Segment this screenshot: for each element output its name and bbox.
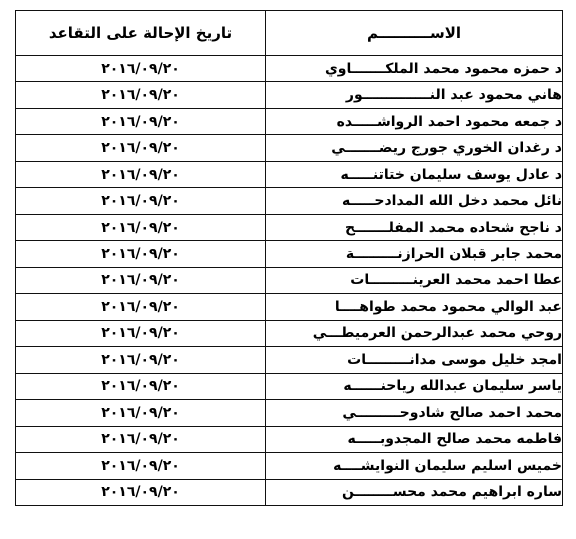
retirement-date: ٢٠١٦/٠٩/٢٠	[16, 108, 266, 134]
table-row	[16, 267, 563, 293]
retirement-table	[15, 10, 563, 506]
table-row	[16, 188, 563, 214]
table-row	[16, 320, 563, 346]
table-row	[16, 373, 563, 399]
table-row	[16, 294, 563, 320]
retirement-list-sheet	[15, 10, 562, 506]
retirement-date: ٢٠١٦/٠٩/٢٠	[16, 479, 266, 506]
employee-name: د رغدان الخوري جورج ريضـــــــي	[266, 135, 563, 161]
employee-name: د جمعه محمود احمد الرواشـــــده	[266, 108, 563, 134]
name-column-header: الاســــــــــم	[266, 11, 563, 56]
table-row	[16, 82, 563, 108]
employee-name: د ناجح شحاده محمد المفلـــــــح	[266, 214, 563, 240]
retirement-date: ٢٠١٦/٠٩/٢٠	[16, 426, 266, 452]
table-row	[16, 347, 563, 373]
table-row	[16, 56, 563, 82]
table-row	[16, 161, 563, 187]
retirement-date: ٢٠١٦/٠٩/٢٠	[16, 453, 266, 479]
retirement-date: ٢٠١٦/٠٩/٢٠	[16, 135, 266, 161]
retirement-date: ٢٠١٦/٠٩/٢٠	[16, 214, 266, 240]
table-row	[16, 214, 563, 240]
table-row	[16, 135, 563, 161]
employee-name: هاني محمود عبد النــــــــــــــور	[266, 82, 563, 108]
employee-name: فاطمه محمد صالح المجدوبـــــه	[266, 426, 563, 452]
table-row	[16, 400, 563, 426]
retirement-date: ٢٠١٦/٠٩/٢٠	[16, 56, 266, 82]
retirement-date: ٢٠١٦/٠٩/٢٠	[16, 400, 266, 426]
table-row	[16, 108, 563, 134]
employee-name: نائل محمد دخل الله المدادحـــــه	[266, 188, 563, 214]
employee-name: امجد خليل موسى مدانـــــــــات	[266, 347, 563, 373]
retirement-date: ٢٠١٦/٠٩/٢٠	[16, 82, 266, 108]
employee-name: محمد احمد صالح شادوحـــــــــي	[266, 400, 563, 426]
employee-name: خميس اسليم سليمان النوايشــــه	[266, 453, 563, 479]
employee-name: روحي محمد عبدالرحمن العرميطـــي	[266, 320, 563, 346]
retirement-date: ٢٠١٦/٠٩/٢٠	[16, 267, 266, 293]
employee-name: عبد الوالي محمود محمد طواهــــا	[266, 294, 563, 320]
retirement-date: ٢٠١٦/٠٩/٢٠	[16, 188, 266, 214]
retirement-date: ٢٠١٦/٠٩/٢٠	[16, 347, 266, 373]
employee-name: عطا احمد محمد العرينـــــــــات	[266, 267, 563, 293]
retirement-date: ٢٠١٦/٠٩/٢٠	[16, 320, 266, 346]
employee-name: د عادل يوسف سليمان ختاتنـــــه	[266, 161, 563, 187]
retirement-date: ٢٠١٦/٠٩/٢٠	[16, 241, 266, 267]
retirement-date: ٢٠١٦/٠٩/٢٠	[16, 373, 266, 399]
employee-name: ساره ابراهيم محمد محســــــــن	[266, 479, 563, 506]
employee-name: د حمزه محمود محمد الملكـــــــاوي	[266, 56, 563, 82]
header-row	[16, 11, 563, 56]
employee-name: ياسر سليمان عبدالله رياحنــــــه	[266, 373, 563, 399]
table-row	[16, 479, 563, 506]
table-row	[16, 453, 563, 479]
employee-name: محمد جابر قبلان الحرازنـــــــــة	[266, 241, 563, 267]
table-row	[16, 426, 563, 452]
table-row	[16, 241, 563, 267]
retirement-date-column-header: تاريخ الإحالة على التقاعد	[16, 11, 266, 56]
retirement-date: ٢٠١٦/٠٩/٢٠	[16, 294, 266, 320]
retirement-date: ٢٠١٦/٠٩/٢٠	[16, 161, 266, 187]
